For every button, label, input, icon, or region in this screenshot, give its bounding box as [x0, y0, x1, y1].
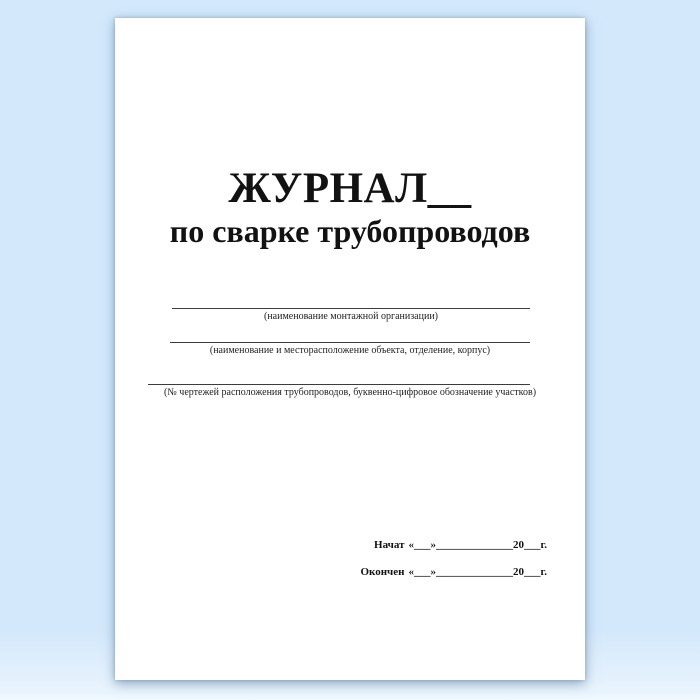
date-finished-value: «___»______________20___г. [408, 566, 547, 578]
page-title: ЖУРНАЛ__ [228, 165, 472, 212]
page-subtitle: по сварке трубопроводов [169, 213, 531, 249]
journal-cover-page [115, 18, 585, 680]
date-started-value: «___»______________20___г. [408, 539, 547, 551]
fill-in-line-object-location [170, 342, 530, 343]
field-caption-object-location: (наименование и месторасположение объекта, отделение, корпус) [209, 345, 491, 356]
date-finished-label: Окончен [360, 566, 405, 578]
field-caption-drawings: (№ чертежей расположения трубопроводов, буквенно-цифровое обозначение участков) [163, 387, 537, 398]
date-row-started [360, 539, 547, 552]
dates-block [360, 539, 547, 593]
date-row-finished [360, 566, 547, 579]
date-started-label: Начат [374, 539, 405, 551]
field-caption-organization: (наименование монтажной организации) [264, 311, 438, 322]
fill-in-line-drawings [148, 384, 530, 385]
fill-in-line-organization [172, 308, 530, 309]
